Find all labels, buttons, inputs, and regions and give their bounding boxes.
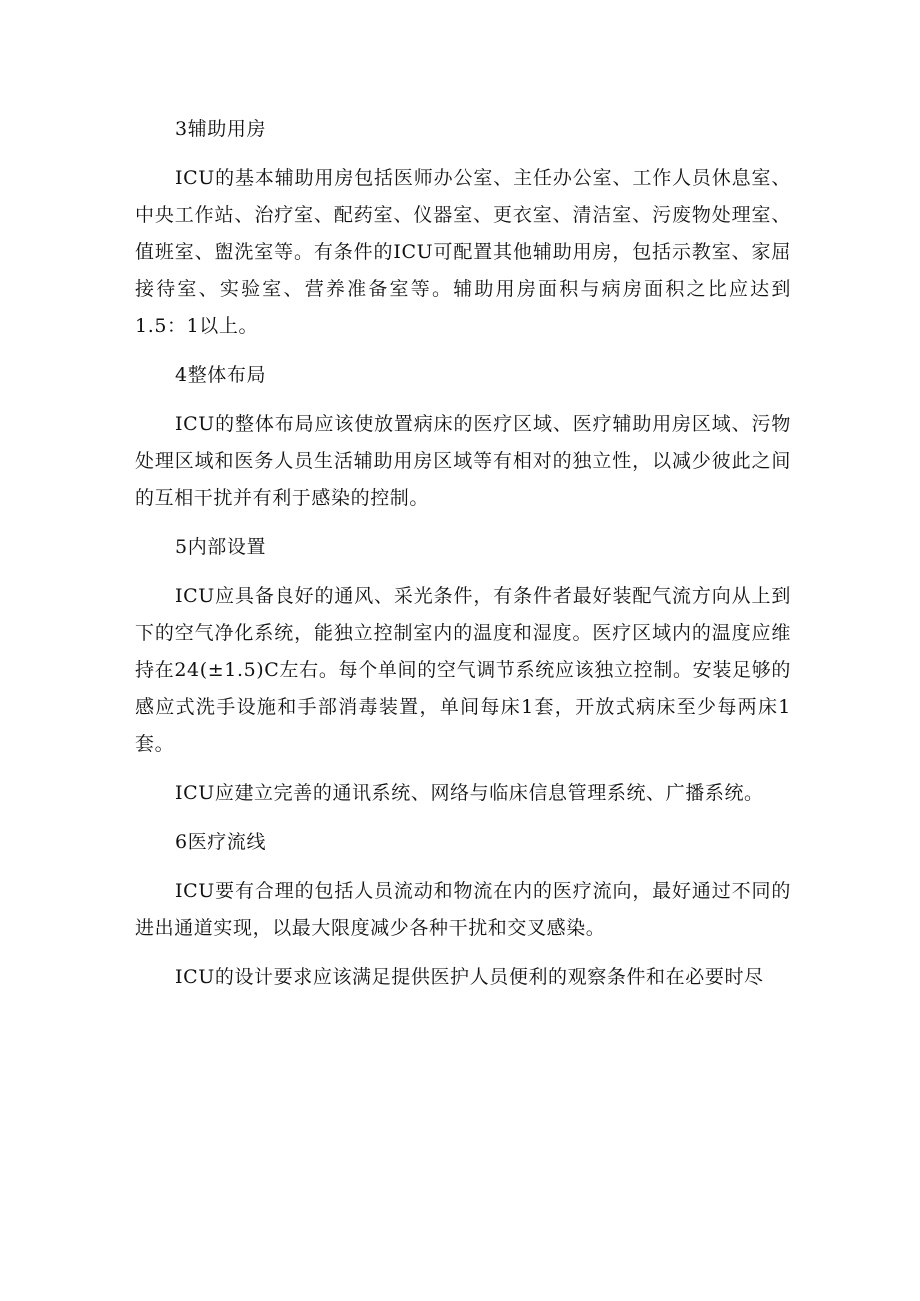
section-heading-auxiliary-rooms: 3辅助用房	[175, 118, 267, 140]
section-heading-medical-flow: 6医疗流线	[175, 831, 267, 853]
paragraph-communication-systems: ICU应建立完善的通讯系统、网络与临床信息管理系统、广播系统。	[175, 782, 764, 804]
paragraph-auxiliary-rooms: ICU的基本辅助用房包括医师办公室、主任办公室、工作人员休息室、中央工作站、治疗室、配药室、仪器室、更衣室、清洁室、污废物处理室、值班室、盥洗室等。有条件的ICU可配置其他辅助用房，包括示教室、家屈接待室、实验室、营养准备室等。辅助用房面积与病房面积之比应达到1.5：1以上。	[135, 167, 791, 337]
section-heading-overall-layout: 4整体布局	[175, 364, 267, 386]
paragraph-internal-setup: ICU应具备良好的通风、采光条件，有条件者最好装配气流方向从上到下的空气净化系统，能独立控制室内的温度和湿度。医疗区域内的温度应维持在24(±1.5)C左右。每个单间的空气调节系统应该独立控制。安装足够的感应式洗手设施和手部消毒装置，单间每床1套，开放式病床至少每两床1套。	[135, 585, 791, 755]
paragraph-design-requirements: ICU的设计要求应该满足提供医护人员便利的观察条件和在必要时尽	[175, 966, 764, 988]
document-body	[135, 111, 791, 1008]
paragraph-overall-layout: ICU的整体布局应该使放置病床的医疗区域、医疗辅助用房区域、污物处理区域和医务人员生活辅助用房区域等有相对的独立性，以减少彼此之间的互相干扰并有利于感染的控制。	[135, 413, 791, 509]
paragraph-medical-flow: ICU要有合理的包括人员流动和物流在内的医疗流向，最好通过不同的进出通道实现，以最大限度减少各种干扰和交叉感染。	[135, 880, 791, 939]
section-heading-internal-setup: 5内部设置	[175, 536, 267, 558]
